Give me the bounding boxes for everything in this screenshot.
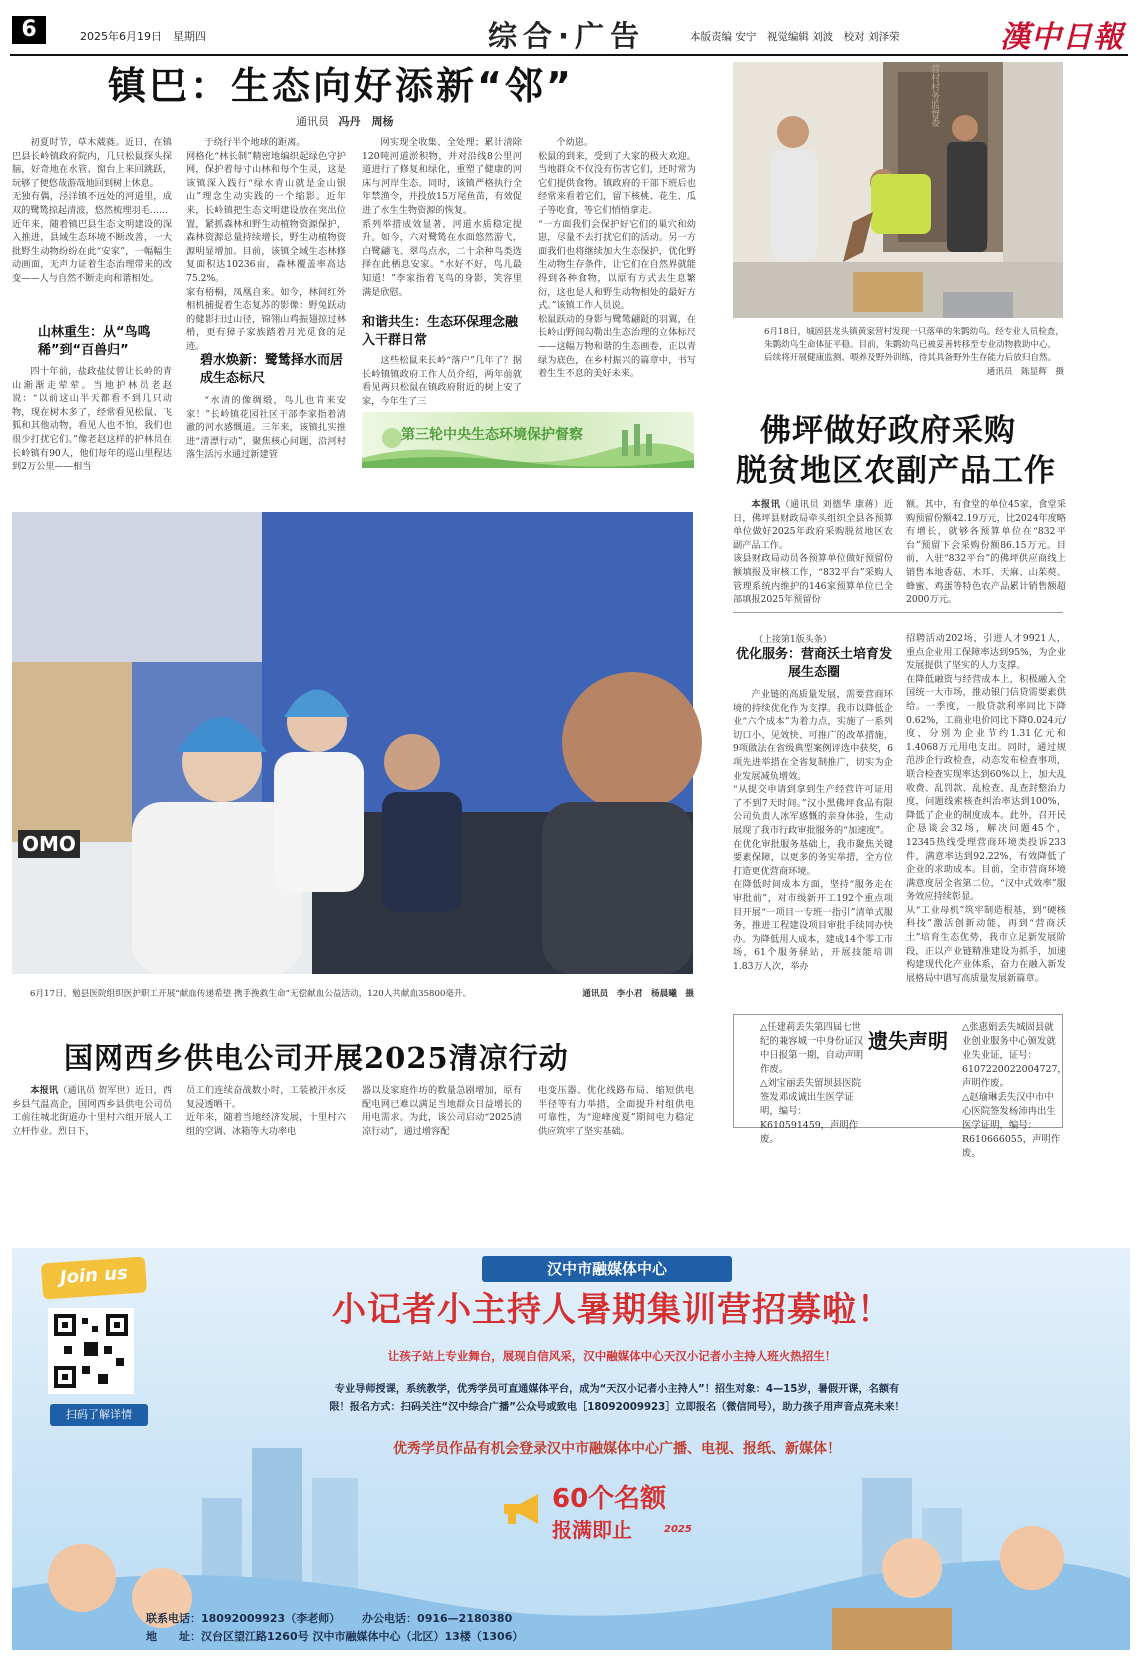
foping-col1-body: 近日，佛坪县财政局牵头组织全县各预算单位做好2025年政府采购脱贫地区农副产品工作。 该县财政局动员各预算单位做好预留份额填报及审核工作，“832平台”采购人管理系统内维护的146家预算单位已全部填报2025年预留份	[733, 499, 894, 606]
ad-contact-line	[146, 1610, 512, 1626]
byline-authors: 冯丹 周杨	[338, 115, 394, 128]
qr-code-icon	[54, 1314, 128, 1388]
foping-reporter: （通讯员 刘德华 康蒋）	[780, 499, 884, 510]
address-label: 地 址：	[146, 1630, 201, 1643]
blood-photo-credit: 通讯员 李小君 杨晨曦 摄	[582, 989, 694, 999]
bird-rescue-photo-graphic	[733, 62, 1063, 318]
zhenba-col4: 个幼崽。 松鼠的到来，受到了大家的极大欢迎。当地群众不仅没有伤害它们，还时常为它们提供食物。镇政府的干部下班后也经常来看着它们，留下核桃、花生、瓜子等吃食，等它们悄悄拿走。 “一方面我们会保护好它们的巢穴和幼崽，尽量不去打扰它们的活动。另一方面我们也将继续加大生态保护，优化野生动物生存条件，让它们在自然界就能得到各种食物，以原有方式去生息繁衍，这也是人和野生动物相处的最好方式。”该镇工作人员说。 松鼠跃动的身影与鹭鸶翩跹的羽翼，在长岭山野间勾勒出生态治理的立体标尺——这幅万物和谐的生态画卷，正以青绿为底色，在乡村振兴的篇章中，书写着生生不息的美好未来。	[538, 137, 696, 380]
ad-address-line	[146, 1628, 523, 1644]
page-number: 6	[12, 16, 46, 44]
lost-notice-title: 遗失声明	[868, 1029, 948, 1053]
join-us-text: Join us	[59, 1262, 129, 1289]
contact-phone: 18092009923（李老师）	[201, 1612, 341, 1625]
section-name: 综合·广告	[488, 19, 646, 53]
power-col3: 器以及家庭作坊的数量急剧增加，原有配电网已难以满足当地群众日益增长的用电需求。为此，该公司启动“2025清凉行动”，通过增容配	[362, 1085, 522, 1137]
optimize-subtitle: 优化服务：营商沃土培育发展生态圈	[735, 647, 892, 680]
banner-text: 第三轮中央生态环境保护督察	[401, 427, 583, 443]
ad-subheadline: 让孩子站上专业舞台，展现自信风采，汉中融媒体中心天汉小记者小主持人班火热招生！	[387, 1349, 837, 1363]
zhenba-subhead-1: 山林重生：从“鸟鸣稀”到“百兽归”	[38, 325, 151, 358]
foping-col1	[733, 498, 894, 606]
zhenba-col3-b: 这些松鼠来长岭“落户”几年了？据长岭镇镇政府工作人员介绍，两年前就看见两只松鼠在镇政府附近的树上安了家，今年生了三	[362, 355, 522, 407]
photo-bird-rescue	[733, 62, 1063, 318]
foping-lead-label: 本报讯	[751, 499, 781, 510]
ad-quota-sub: 报满即止	[552, 1518, 632, 1542]
optimize-col2: 招聘活动202场，引进人才9921人，重点企业用工保障率达到95%，为企业发展提供了坚实的人力支撑。 在降低融资与经营成本上，积极融入全国统一大市场，推动银门信贷需要素供给。一季度，一般贷款利率同比下降0.62%，工商业电价同比下降0.024元/度，分别为企业节约1.31亿元和1.4068万元用电支出。同时，通过规范涉企行政检查，动态发布检查事项，联合检查实现率达到60%以上，加大乱收费、乱罚款、乱检查、乱查封整治力度，问题线索核查纠治率达到100%，降低了企业的制度成本。此外，召开民企恳谈会32场，解决问题45个，12345热线受理营商环境类投诉233件，满意率达到92.22%，有效降低了企业的求助成本。目前，全市营商环境满意度居全省第二位，“汉中式效率”服务效应持续彰显。 从“工业母机”筑牢制造根基，到“硬核科技”激活创新动能，再到“营商沃土”培育生态优势，我市立足新发展阶段，正以产业链精准建设为抓手，加速构建现代化产业体系，奋力在融入新发展格局中谱写高质量发展新篇章。	[906, 633, 1066, 984]
zhenba-headline: 镇巴：生态向好添新“邻”	[108, 64, 574, 108]
ad-year: 2025	[664, 1524, 692, 1535]
power-col4: 电变压器、优化线路布局、缩短供电半径等有力举措，全面提升村组供电可靠性，为“迎峰度夏”期间电力稳定供应筑牢了坚实基础。	[538, 1085, 694, 1137]
photo-blood-donation	[12, 512, 693, 974]
join-us-badge	[41, 1256, 147, 1299]
masthead-logo: 漢中日報	[1000, 20, 1124, 55]
zhenba-subhead-3: 和谐共生：生态环保理念融入干群日常	[362, 315, 519, 348]
zhenba-col2-b: “水清的像绸缎，鸟儿也肯来安家！”长岭镇花园社区干部李家指着清澈的河水感慨道。三年来，该镇扎实推进“清漂行动”，聚焦核心问题，沿河村落生活污水通过新建管	[186, 395, 346, 461]
inspection-banner	[362, 412, 694, 468]
bird-photo-credit: 通讯员 陈显辉 摄	[986, 367, 1064, 377]
power-headline: 国网西乡供电公司开展2025清凉行动	[64, 1041, 569, 1075]
power-lead-label: 本报讯	[30, 1085, 59, 1096]
office-phone-label: 办公电话：	[362, 1612, 418, 1625]
continued-marker: （上接第1版头条）	[754, 635, 832, 645]
bird-photo-caption: 6月18日，城固县龙头镇黄家营村发现一只落单的朱鹮幼鸟。经专业人员检查，朱鹮幼鸟生命体征平稳。目前，朱鹮幼鸟已被妥善转移至专业动物救助中心，后续将开展健康监测、喂养及野外训练，待其具备野外生存能力后放归自然。	[764, 327, 1064, 363]
ad-headline: 小记者小主持人暑期集训营招募啦！	[332, 1290, 892, 1330]
power-col2: 员工们连续奋战数小时，工装被汗水反复浸透晒干。 近年来，随着当地经济发展，十里村六组的空调、冰箱等大功率电	[186, 1085, 346, 1137]
foping-headline-1: 佛坪做好政府采购	[760, 413, 1016, 449]
zhenba-col2-a: 于绕行半个地球的距离。 网格化“林长制”精密地编织起绿色守护网，保护着每寸山林和每个生灵，这是该镇深入践行“绿水青山就是金山银山”理念生动实践的一个缩影。近年来，长岭镇把生态文明建设放在突出位置，紧抓森林和野生动植物资源保护，森林资源总量持续增长，野生动植物资源明显增加。目前，该镇全域生态林修复面积达10236亩，森林覆盖率高达75.2%。 家有梧桐，凤凰自来。如今，林间红外相机捕捉着生态复苏的影像：野兔跃动的健影扫过山径，锦翎山鸡振翅掠过林梢，更有獐子家族踏着月光觅食的足迹。	[186, 137, 346, 352]
qr-code[interactable]	[48, 1308, 134, 1394]
ad-description-1: 专业导师授课，系统教学，优秀学员可直通媒体平台，成为“天汉小记者小主持人”！招生对象：4—15岁，暑假开课，名额有	[334, 1384, 900, 1395]
ad-highlight: 优秀学员作品有机会登录汉中市融媒体中心广播、电视、报纸、新媒体！	[393, 1441, 841, 1457]
foping-col1-text	[733, 498, 894, 606]
byline-label: 通讯员	[296, 115, 329, 128]
power-col1-body: 近日，西乡县气温高企，国网西乡县供电公司员工前往城北街道办十里村六组开展人工立杆作业。烈日下，	[12, 1085, 173, 1137]
power-reporter: （通讯员 贺军世）	[58, 1085, 136, 1096]
foping-col2: 额。其中，有食堂的单位45家，食堂采购预留份额42.19万元，比2024年度略有增长，就够各预算单位在“832平台”预留下会采购份额86.15万元。目前，入驻“832平台”的佛坪供应商线上销售本地香菇、木耳、天麻、山茱萸、蜂蜜、鸡蛋等特色农产品累计销售额超2000万元。	[906, 499, 1066, 606]
photo-sign-text: OMO	[18, 830, 80, 858]
lost-notice-right: △张惠娟丢失城固县就业创业服务中心颁发就业失业证，证号：6107220022004727，声明作废。 △赵瑜琳丢失汉中市中心医院签发杨沛冉出生医学证明，编号：R610666055，声明作废。	[962, 1022, 1067, 1159]
ad-quota: 60个名额	[552, 1484, 667, 1514]
zhenba-col3-a: 网实现全收集、全处理；累计清除120吨河道淤积物，并对沿线8公里河道进行了修复和绿化，重塑了健康的河床与河岸生态。同时，该镇严格执行全年禁渔令，并投放15万尾鱼苗，有效促进了水生生物资源的恢复。 系列举措成效显著，河道水质稳定提升。如今，六对鹭鸶在水面悠然游弋，白鹭翩飞、翠鸟点水，二十余种鸟类选择在此栖息安家。“水好不好，鸟儿最知道！”李家指着飞鸟的身影，笑容里满是欣慰。	[362, 137, 522, 298]
power-col1	[12, 1084, 172, 1152]
summer-camp-advertisement	[12, 1248, 1130, 1650]
zhenba-byline	[296, 113, 394, 129]
blood-photo-caption: 6月17日，勉县医院组织医护职工开展“献血传递希望 携手挽救生命”无偿献血公益活动，120人共献血35800毫升。	[30, 989, 472, 999]
issue-date: 2025年6月19日 星期四	[80, 30, 206, 43]
ad-description-2: 限！报名方式：扫码关注“汉中综合广播”公众号或致电［18092009923］立即报名（微信同号），助力孩子用声音点亮未来！	[329, 1402, 905, 1413]
office-phone: 0916—2180380	[417, 1612, 513, 1625]
foping-divider	[733, 612, 1063, 613]
lost-notice-box	[733, 1014, 1067, 1159]
lost-notice-left: △任建莉丢失第四届七世纪的兼容城一中身份证汉中日报第一期，自动声明作废。 △刘宝丽丢失留坝县医院签发邓成诚出生医学证明，编号：K610591459，声明作废。	[760, 1022, 864, 1145]
foping-headline-2: 脱贫地区农副产品工作	[736, 453, 1056, 489]
optimize-col1: 产业链的高质量发展，需要营商环境的持续优化作为支撑。我市以降低企业“六个成本”为着力点，实施了一系列切口小、见效快、可推广的改革措施，9项做法在省级典型案例评选中获奖，6项先进举措在全省复制推广，切实为企业发展减负增效。 “从提交申请到拿到生产经营许可证用了不到7天时间。”汉小黑佛坪食品有限公司负责人冰军感慨的亲身体验，生动展现了我市行政审批服务的“加速度”。 在优化审批服务基础上，我市聚焦关键要素保障，以更多的务实举措，全方位打造更优营商环境。 在降低时间成本方面，坚持“服务走在审批前”，对市级新开工192个重点项目开展“一项目一专班一指引”清单式服务，推进工程建设项目审批手续同办快办。为降低用人成本，建成14个零工市场，61个服务驿站，开展技能培训1.83万人次，举办	[733, 689, 893, 972]
village-plaque: 营村村务监督委	[929, 64, 939, 127]
zhenba-subhead-2: 碧水焕新：鹭鸶择水而居成生态标尺	[200, 353, 344, 386]
ad-organizer: 汉中市融媒体中心	[482, 1256, 732, 1282]
zhenba-col1-intro: 初夏时节，草木葳蕤。近日，在镇巴县长岭镇政府院内，几只松鼠探头探脑，好奇地在水管、窗台上来回跳跃，玩够了便悠哉游哉地回到树上休息。 无独有偶，泾洋镇不远处的河道里，成双的鹭鸶掠起清波，悠然梳理羽毛…… 近年来，随着镇巴县生态文明建设的深入推进，县域生态环境不断改善，一大批野生动物纷纷在此“安家”，一幅幅生动画面，无声力证着生态治理带来的改变——人与自然不断走向和谐相处。	[12, 137, 172, 284]
header-rule	[10, 54, 1128, 56]
zhenba-col1-rest: 四十年前，盐政盐仗曾让长岭的青山渐渐走荤荤。当地护林员老赵说：“以前这山半天都看不到几只动物，现在树木多了，经常看见松鼠、飞狐和其他动物，看见人也不怕，我们也很少打扰它们。”像老赵这样的护林员在长岭镇有90人，他们每年的巡山里程达到2万公里——相当	[12, 366, 172, 473]
blood-donation-photo-graphic	[12, 512, 693, 974]
editor-credits: 本版责编 安宁 视觉编辑 刘波 校对 刘泽荣	[690, 31, 900, 43]
contact-phone-label: 联系电话：	[146, 1612, 201, 1625]
megaphone-icon	[500, 1492, 544, 1526]
qr-label: 扫码了解详情	[50, 1404, 148, 1426]
address: 汉台区望江路1260号 汉中市融媒体中心（北区）13楼（1306）	[201, 1630, 524, 1643]
